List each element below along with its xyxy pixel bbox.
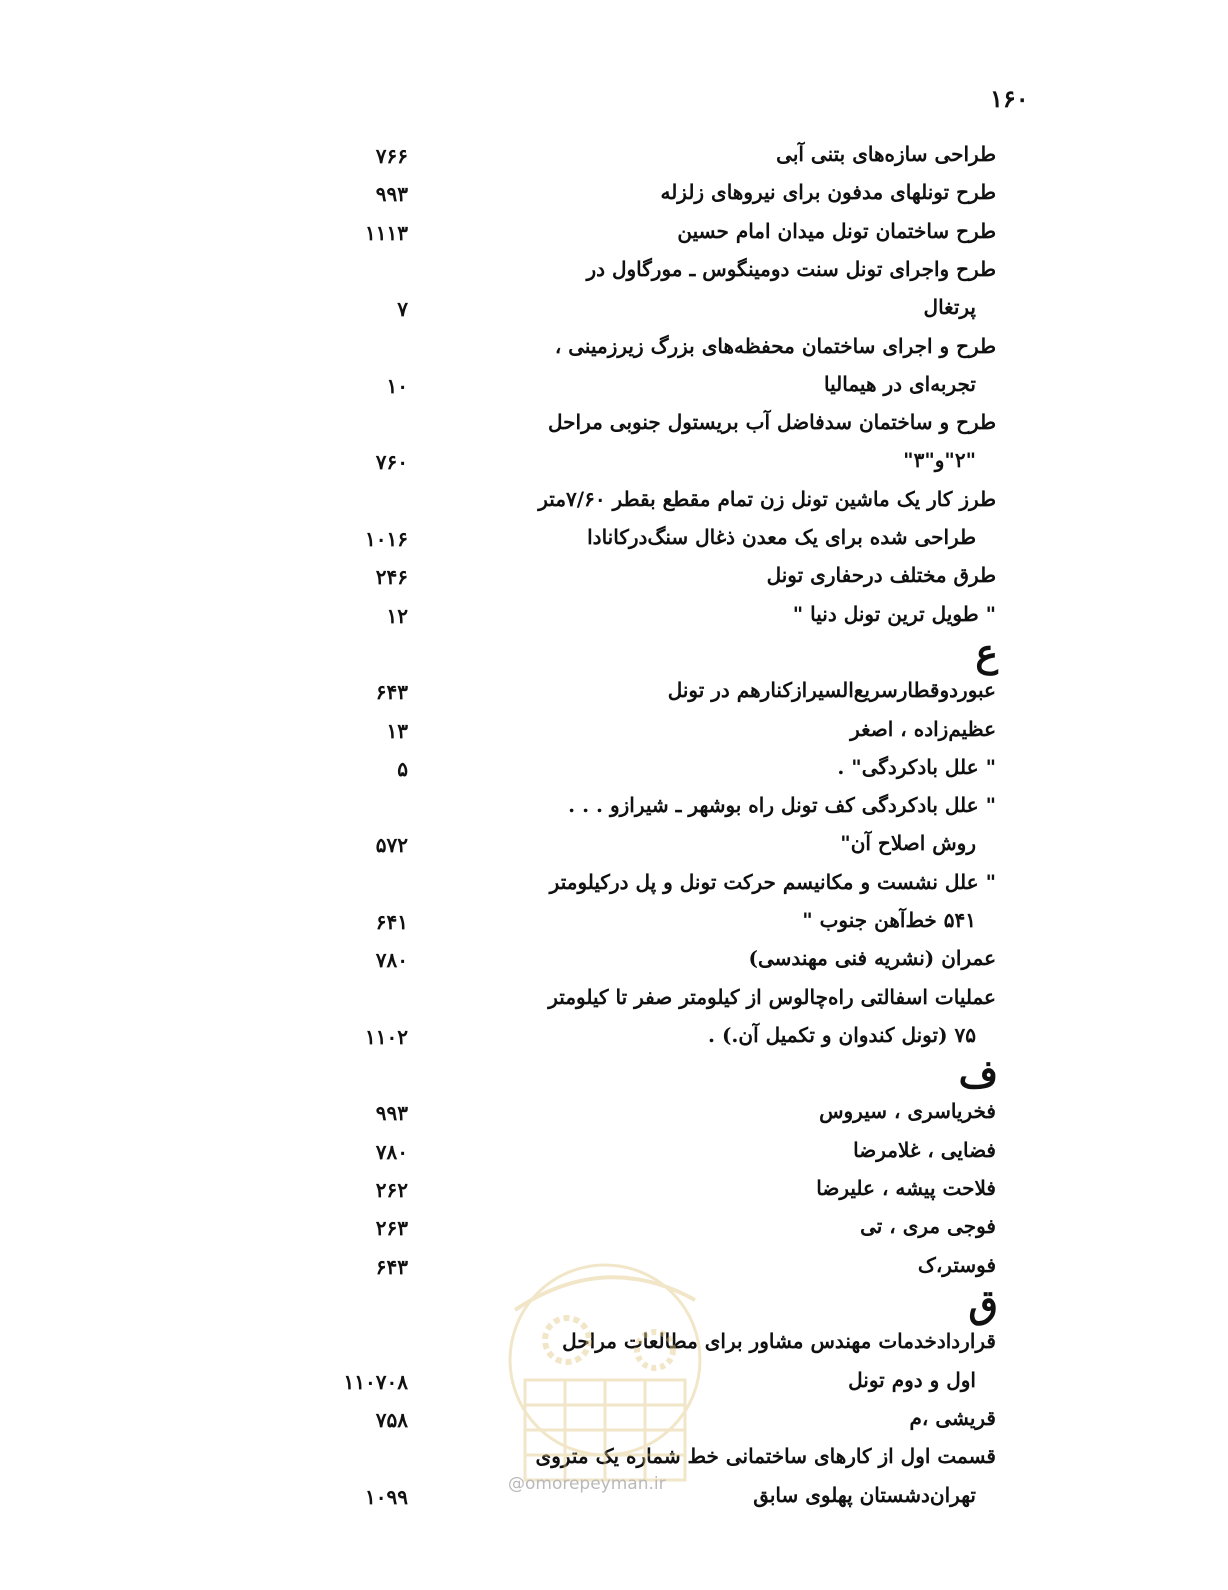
entry-page-number: ۱۲ [386,604,408,628]
entry-page-number: ۷۵۸ [375,1408,408,1432]
entry-title: قراردادخدمات مهندس مشاور برای مطالعات مراحل [562,1329,996,1353]
entry-page-number: ۷۶۶ [375,144,408,168]
entry-title: عملیات اسفالتی راه‌چالوس از کیلومتر صفر تا کیلومتر [548,985,996,1009]
entry-page-number: ۷ [397,297,408,321]
entry-title: فوستر،ک [917,1253,996,1277]
index-entry [0,674,1228,712]
entry-page-number: ۶۴۳ [375,680,408,704]
entry-title: قسمت اول از کارهای ساختمانی خط شماره یک متروی [535,1444,996,1468]
section-letter: ق [968,1281,998,1326]
index-entry [0,1172,1228,1210]
index-entry [0,1019,1228,1057]
index-entry [0,1134,1228,1172]
entry-page-number: ۷۶۰ [375,450,408,474]
entry-title: تجربه‌ای در هیمالیا [824,372,976,396]
entry-page-number: ۶۴۳ [375,1255,408,1279]
index-entry [0,215,1228,253]
entry-page-number: ۱۱۰۲ [365,1025,408,1049]
entry-title: فوجی مری ، تی [860,1214,996,1238]
entry-page-number: ۱۱۰۷۰۸ [343,1370,408,1394]
entry-title: فلاحت پیشه ، علیرضا [816,1176,996,1200]
entry-title: عبوردوقطارسریع‌السیرازکنارهم در تونل [667,678,996,702]
section-header [0,1051,1228,1096]
entry-title: ۷۵ (تونل کندوان و تکمیل آن.) . [708,1023,976,1047]
index-entry [0,1325,1228,1363]
index-entry [0,1210,1228,1248]
entry-title: فضایی ، غلامرضا [853,1138,996,1162]
section-letter: ع [975,630,998,675]
entry-page-number: ۵ [397,757,408,781]
index-entry [0,1440,1228,1478]
index-entry [0,444,1228,482]
entry-title: ۵۴۱ خط‌آهن جنوب " [802,908,976,932]
index-entry [0,406,1228,444]
entry-page-number: ۲۶۳ [375,1216,408,1240]
entry-title: " علل نشست و مکانیسم حرکت تونل و پل درکیلومتر [549,870,996,894]
index-list [0,138,1228,1568]
entry-title: طراحی شده برای یک معدن ذغال سنگ‌درکانادا [587,525,976,549]
entry-page-number: ۵۷۲ [375,833,408,857]
entry-title: روش اصلاح آن" [840,831,976,855]
entry-title: طرق مختلف درحفاری تونل [766,563,996,587]
index-entry [0,942,1228,980]
entry-title: عظیم‌زاده ، اصغر [850,717,996,741]
entry-title: فخریاسری ، سیروس [819,1099,996,1123]
entry-title: پرتغال [923,295,976,319]
index-entry [0,751,1228,789]
entry-title: عمران (نشریه فنی مهندسی) [748,946,996,970]
entry-title: " علل بادکردگی کف تونل راه بوشهر ـ شیرازو . . . [568,793,996,817]
watermark-url: @omorepeyman.ir [508,1474,666,1494]
index-entry [0,1402,1228,1440]
entry-title: تهران‌دشستان پهلوی سابق [753,1483,976,1507]
index-entry [0,866,1228,904]
section-header [0,1281,1228,1326]
index-entry [0,521,1228,559]
entry-title: طرح و ساختمان سدفاضل آب بریستول جنوبی مراحل [548,410,996,434]
entry-page-number: ۱۱۱۳ [365,221,408,245]
section-header [0,630,1228,675]
entry-title: طرح واجرای تونل سنت دومینگوس ـ مورگاول در [586,257,996,281]
entry-title: قریشی ،م [909,1406,996,1430]
index-entry [0,176,1228,214]
entry-title: طرح و اجرای ساختمان محفظه‌های بزرگ زیرزمینی ، [554,334,996,358]
index-entry [0,253,1228,291]
entry-page-number: ۲۶۲ [375,1178,408,1202]
index-entry [0,713,1228,751]
index-entry [0,368,1228,406]
index-entry [0,598,1228,636]
index-entry [0,291,1228,329]
entry-page-number: ۱۰۹۹ [365,1485,408,1509]
index-entry [0,1249,1228,1287]
page-number: ۱۶۰ [990,84,1029,113]
entry-page-number: ۹۹۳ [375,182,408,206]
index-entry [0,330,1228,368]
entry-page-number: ۷۸۰ [375,948,408,972]
entry-page-number: ۷۸۰ [375,1140,408,1164]
entry-title: طراحی سازه‌های بتنی آبی [776,142,996,166]
index-entry [0,559,1228,597]
index-entry [0,904,1228,942]
index-entry [0,789,1228,827]
entry-title: طرز کار یک ماشین تونل زن تمام مقطع بقطر ۷/۶۰متر [538,487,996,511]
entry-page-number: ۶۴۱ [375,910,408,934]
entry-page-number: ۱۰۱۶ [365,527,408,551]
entry-title: طرح تونلهای مدفون برای نیروهای زلزله [660,180,996,204]
section-letter: ف [958,1051,998,1096]
entry-page-number: ۹۹۳ [375,1101,408,1125]
entry-page-number: ۱۰ [386,374,408,398]
index-entry [0,138,1228,176]
index-entry [0,981,1228,1019]
entry-title: "۲"و"۳" [903,448,976,472]
entry-title: " طویل ترین تونل دنیا " [792,602,996,626]
entry-title: " علل بادکردگی" . [837,755,996,779]
entry-page-number: ۲۴۶ [375,565,408,589]
index-entry [0,1364,1228,1402]
entry-title: طرح ساختمان تونل میدان امام حسین [677,219,996,243]
entry-title: اول و دوم تونل [848,1368,976,1392]
index-entry [0,1095,1228,1133]
index-entry [0,483,1228,521]
index-entry [0,827,1228,865]
entry-page-number: ۱۳ [386,719,408,743]
